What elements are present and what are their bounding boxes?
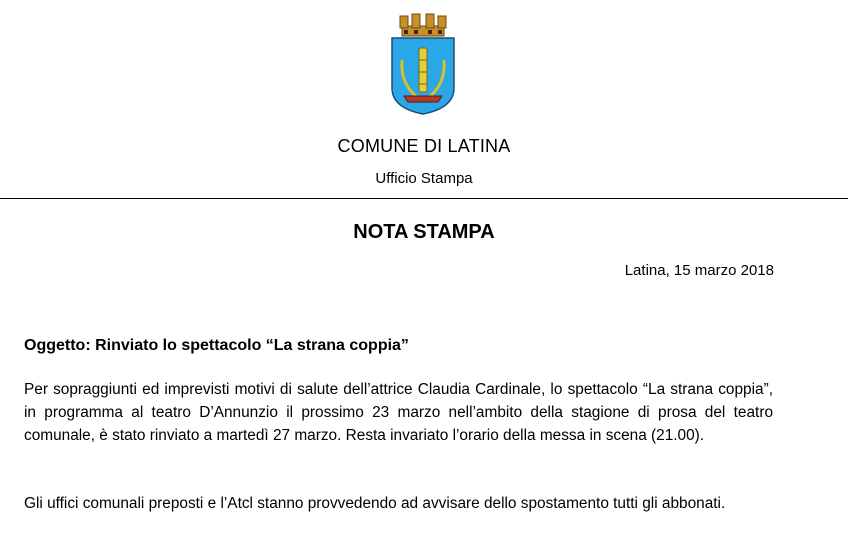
document-date: Latina, 15 marzo 2018 [624, 262, 774, 279]
office-name: Ufficio Stampa [375, 170, 473, 187]
coat-of-arms-icon [388, 8, 458, 116]
organization-name: COMUNE DI LATINA [337, 136, 511, 156]
document-title: NOTA STAMPA [353, 221, 495, 243]
body-paragraph: Gli uffici comunali preposti e l’Atcl stanno provvedendo ad avvisare dello spostamento tutti gli abbonati. [24, 495, 726, 512]
body-paragraph: Per sopraggiunti ed imprevisti motivi di salute dell’attrice Claudia Cardinale, lo spettacolo “La strana coppia”, in programma al teatro D’Annunzio il prossimo 23 marzo nell’ambito della stagione di prosa del teatro comunale, è stato rinviato a martedì 27 marzo. Resta invariato l’orario della messa in scena (21.00). [24, 381, 773, 444]
header-divider [0, 198, 848, 199]
document-subject: Oggetto: Rinviato lo spettacolo “La strana coppia” [24, 337, 409, 354]
